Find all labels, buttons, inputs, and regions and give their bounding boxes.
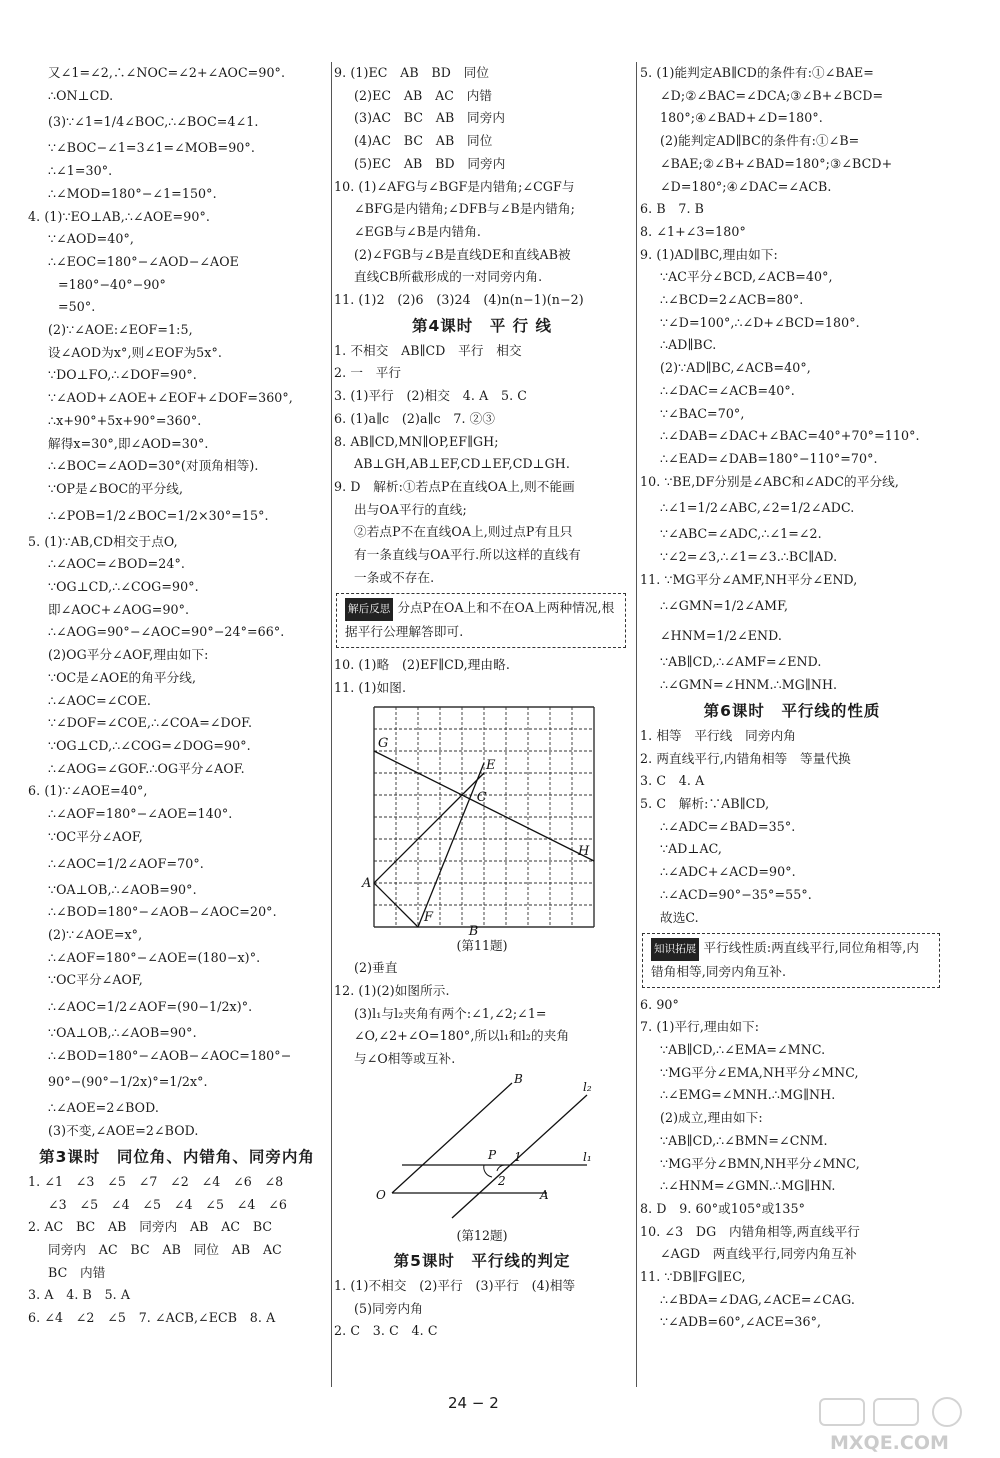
figure-12-diagram [362, 1073, 602, 1223]
answer-line: 11. ∵DB∥FG∥EC, [640, 1269, 746, 1285]
answer-line: 7. (1)平行,理由如下: [640, 1019, 760, 1035]
answer-line: ∴∠GMN=∠HNM.∴MG∥NH. [660, 677, 838, 693]
answer-line: 6. ∠4 ∠2 ∠5 7. ∠ACB,∠ECB 8. A [28, 1310, 276, 1326]
answer-line: ∵∠2=∠3,∴∠1=∠3.∴BC∥AD. [660, 549, 838, 565]
answer-line: 11. (1)如图. [334, 679, 407, 695]
answer-line: ∵MG平分∠BMN,NH平分∠MNC, [660, 1155, 860, 1171]
answer-line: ∵OC平分∠AOF, [48, 972, 143, 988]
answer-line: 有一条直线与OA平行.所以这样的直线有 [354, 547, 581, 563]
answer-line: ∵MG平分∠EMA,NH平分∠MNC, [660, 1064, 859, 1080]
point-label: 2 [498, 1173, 506, 1188]
answer-line: ∵OC平分∠AOF, [48, 828, 143, 844]
answer-column-3 [640, 62, 944, 1388]
answer-line: 1. 相等 平行线 同旁内角 [640, 727, 796, 743]
knowledge-box [642, 933, 940, 987]
point-label: F [424, 910, 434, 926]
answer-line: ∠HNM=1/2∠END. [660, 628, 782, 644]
answer-line: 180°;④∠BAD+∠D=180°. [660, 110, 823, 126]
answer-line: ∵OC是∠AOE的角平分线, [48, 669, 197, 685]
answer-line: (5)EC AB BD 同旁内 [354, 155, 506, 171]
ray-ob [392, 1083, 512, 1193]
answer-line: ∴∠1=1/2∠ABC,∠2=1/2∠ADC. [660, 500, 855, 516]
answer-line: 6. 90° [640, 996, 679, 1012]
point-label: G [378, 736, 389, 752]
answer-line: ∵OP是∠BOC的平分线, [48, 480, 184, 496]
answer-line: 9. (1)AD∥BC,理由如下: [640, 246, 778, 262]
figure-11-caption: (第11题) [456, 938, 508, 954]
answer-line: 又∠1=∠2,∴∠NOC=∠2+∠AOC=90°. [48, 65, 286, 80]
answer-line: ∵∠ABC=∠ADC,∴∠1=∠2. [660, 526, 822, 542]
line-ac [374, 773, 484, 883]
figure-11-grid [362, 701, 598, 940]
point-label: E [486, 758, 496, 774]
answer-line: (2)∵AD∥BC,∠ACB=40°, [660, 360, 811, 376]
answer-line: ∵∠AOD+∠AOE+∠EOF+∠DOF=360°, [48, 390, 293, 406]
answer-line: (3)l₁与l₂夹角有两个:∠1,∠2;∠1= [354, 1005, 547, 1021]
answer-line: ∵DO⊥FO,∴∠DOF=90°. [48, 367, 197, 383]
answer-line: 10. ∵BE,DF分别是∠ABC和∠ADC的平分线, [640, 473, 899, 489]
answer-line: ∴∠ADC=∠BAD=35°. [660, 818, 796, 834]
answer-line: 8. AB∥CD,MN∥OP,EF∥GH; [334, 433, 499, 449]
answer-line: ∴∠AOF=180°−∠AOE=(180−x)°. [48, 949, 261, 965]
answer-line: ∴∠BOD=180°−∠AOB−∠AOC=180°− [48, 1047, 292, 1063]
answer-line: ∴∠AOC=∠BOD=24°. [48, 556, 186, 572]
answer-line: ∴∠BOC=∠AOD=30°(对顶角相等). [48, 458, 259, 474]
answer-line: 6. (1)a∥c (2)a∥c 7. ②③ [334, 410, 496, 426]
answer-line: ∵∠AOD=40°, [48, 231, 134, 247]
answer-line: 1. ∠1 ∠3 ∠5 ∠7 ∠2 ∠4 ∠6 ∠8 [28, 1173, 284, 1189]
answer-line: 10. ∠3 DG 内错角相等,两直线平行 [640, 1223, 860, 1239]
answer-line: ∵∠BAC=70°, [660, 405, 745, 421]
answer-line: ∵∠D=100°,∴∠D+∠BCD=180°. [660, 314, 860, 330]
point-label: l₂ [583, 1079, 592, 1094]
point-label: l₁ [583, 1149, 592, 1164]
point-label: O [376, 1187, 386, 1202]
answer-line: 解得x=30°,即∠AOD=30°. [48, 435, 209, 451]
answer-line: ∴∠MOD=180°−∠1=150°. [48, 185, 217, 201]
figure-12-caption: (第12题) [456, 1227, 508, 1243]
answer-line: ∵OA⊥OB,∴∠AOB=90°. [48, 881, 197, 897]
answer-line: AB⊥GH,AB⊥EF,CD⊥EF,CD⊥GH. [354, 456, 570, 472]
point-label: 1 [514, 1149, 522, 1164]
answer-line: ∵∠BOC−∠1=3∠1=∠MOB=90°. [48, 140, 255, 156]
answer-line: 3. A 4. B 5. A [28, 1287, 131, 1303]
answer-line: BC 内错 [48, 1264, 106, 1280]
answer-line: ∴x+90°+5x+90°=360°. [48, 412, 202, 428]
svg-text:MXQE.COM: MXQE.COM [830, 1432, 949, 1454]
answer-line: ∴∠EOC=180°−∠AOD−∠AOE [48, 253, 239, 269]
angle-arc [484, 1165, 492, 1177]
point-label: B [514, 1071, 523, 1086]
section-heading-lesson4: 第4课时 平 行 线 [411, 316, 553, 335]
answer-line: (2)∠FGB与∠B是直线DE和直线AB被 [354, 246, 571, 262]
answer-line: ∠3 ∠5 ∠4 ∠5 ∠4 ∠5 ∠4 ∠6 [48, 1196, 287, 1212]
answer-line: 12. (1)(2)如图所示. [334, 982, 450, 998]
answer-line: ∠D=180°;④∠DAC=∠ACB. [660, 178, 832, 194]
answer-line: ∴∠AOC=1/2∠AOF=70°. [48, 855, 204, 871]
answer-line: ∠O,∠2+∠O=180°,所以l₁和l₂的夹角 [354, 1028, 570, 1044]
answer-column-1 [28, 62, 326, 1388]
box-tag: 解后反思 [345, 598, 393, 621]
answer-line: (3)∵∠1=1/4∠BOC,∴∠BOC=4∠1. [48, 114, 259, 130]
answer-line: ∴∠DAC=∠ACB=40°. [660, 382, 795, 398]
answer-line: (2)垂直 [354, 960, 398, 976]
answer-line: ∴∠POB=1/2∠BOC=1/2×30°=15°. [48, 507, 269, 523]
answer-line: 2. 一 平行 [334, 365, 402, 381]
answer-line: ∠EGB与∠B是内错角. [354, 223, 482, 239]
answer-line: 8. D 9. 60°或105°或135° [640, 1200, 806, 1216]
answer-line: 5. (1)能判定AB∥CD的条件有:①∠BAE= [640, 65, 874, 80]
answer-line: 设∠AOD为x°,则∠EOF为5x°. [48, 344, 222, 360]
answer-line: 4. (1)∵EO⊥AB,∴∠AOE=90°. [28, 208, 210, 224]
answer-line: 10. (1)略 (2)EF∥CD,理由略. [334, 656, 510, 672]
answer-line: 1. 不相交 AB∥CD 平行 相交 [334, 342, 522, 358]
answer-line: ∵AB∥CD,∴∠BMN=∠CNM. [660, 1132, 828, 1148]
point-label: A [540, 1187, 549, 1202]
watermark-logo [812, 1395, 987, 1453]
answer-line: (2)OG平分∠AOF,理由如下: [48, 647, 209, 663]
answer-line: ∴∠ADC+∠ACD=90°. [660, 864, 796, 880]
answer-line: ∴∠AOF=180°−∠AOE=140°. [48, 806, 233, 822]
answer-line: 11. ∵MG平分∠AMF,NH平分∠END, [640, 571, 858, 587]
answer-line: ∴∠AOG=∠GOF.∴OG平分∠AOF. [48, 760, 245, 776]
box-text: 平行线性质:两直线平行,同位角相等,内错角相等,同旁内角互补. [651, 940, 920, 979]
answer-line: ∵OG⊥CD,∴∠COG=90°. [48, 579, 199, 595]
point-label: B [468, 924, 479, 940]
answer-line: 10. (1)∠AFG与∠BGF是内错角;∠CGF与 [334, 178, 575, 194]
answer-line: ∠D;②∠BAC=∠DCA;③∠B+∠BCD= [660, 87, 884, 103]
point-label: C [476, 790, 487, 806]
answer-line: ∴∠EMG=∠MNH.∴MG∥NH. [660, 1087, 836, 1103]
answer-line: 9. D 解析:①若点P在直线OA上,则不能画 [334, 478, 575, 494]
answer-line: ∵AB∥CD,∴∠AMF=∠END. [660, 654, 822, 670]
answer-line: ∵∠DOF=∠COE,∴∠COA=∠DOF. [48, 715, 253, 731]
answer-line: 11. (1)2 (2)6 (3)24 (4)n(n−1)(n−2) [334, 292, 584, 308]
answer-line: ②若点P不在直线OA上,则过点P有且只 [354, 524, 573, 540]
answer-line: ∴∠BOD=180°−∠AOB−∠AOC=20°. [48, 904, 277, 920]
answer-line: 故选C. [660, 909, 699, 925]
answer-line: (2)∵∠AOE=x°, [48, 926, 143, 942]
answer-line: (2)成立,理由如下: [660, 1110, 763, 1126]
answer-line: (2)能判定AD∥BC的条件有:①∠B= [660, 133, 860, 149]
answer-line: ∴∠BDA=∠DAG,∠ACE=∠CAG. [660, 1291, 855, 1307]
column-divider [331, 62, 332, 1387]
answer-line: ∴∠EAD=∠DAB=180°−110°=70°. [660, 450, 878, 466]
answer-line: 出与OA平行的直线; [354, 501, 467, 517]
point-label: H [578, 844, 590, 860]
answer-line: 90°−(90°−1/2x)°=1/2x°. [48, 1074, 208, 1090]
answer-line: 与∠O相等或互补. [354, 1051, 456, 1067]
answer-line: ∵∠ADB=60°,∠ACE=36°, [660, 1314, 822, 1330]
answer-line: 2. 两直线平行,内错角相等 等量代换 [640, 750, 851, 766]
answer-line: ∵AC平分∠BCD,∠ACB=40°, [660, 269, 833, 285]
section-heading: 第3课时 同位角、内错角、同旁内角 [39, 1147, 315, 1166]
box-text: 分点P在OA上和不在OA上两种情况,根据平行公理解答即可. [345, 600, 615, 640]
answer-line: ∴ON⊥CD. [48, 87, 114, 103]
answer-line: ∠AGD 两直线平行,同旁内角互补 [660, 1246, 857, 1262]
answer-line: 8. ∠1+∠3=180° [640, 223, 746, 239]
answer-line: ∴∠BCD=2∠ACB=80°. [660, 292, 804, 308]
answer-line: ∠BFG是内错角;∠DFB与∠B是内错角; [354, 201, 575, 217]
answer-line: ∴∠AOC=∠COE. [48, 692, 151, 708]
answer-line: ∵OA⊥OB,∴∠AOB=90°. [48, 1025, 197, 1041]
answer-line: (3)AC BC AB 同旁内 [354, 110, 506, 126]
answer-line: 5. (1)∵AB,CD相交于点O, [28, 533, 178, 549]
answer-line: ∵AB∥CD,∴∠EMA=∠MNC. [660, 1042, 826, 1058]
answer-line: 3. (1)平行 (2)相交 4. A 5. C [334, 388, 528, 404]
answer-line: 6. B 7. B [640, 201, 705, 217]
box-tag: 知识拓展 [651, 938, 699, 961]
answer-line: 2. C 3. C 4. C [334, 1323, 438, 1339]
point-label: A [362, 876, 372, 892]
answer-line: (2)EC AB AC 内错 [354, 87, 493, 103]
answer-line: 2. AC BC AB 同旁内 AB AC BC [28, 1219, 273, 1235]
answer-line: (2)∵∠AOE:∠EOF=1:5, [48, 322, 193, 338]
point-label: P [488, 1147, 497, 1162]
line-fe [418, 763, 484, 927]
section-heading-lesson6: 第6课时 平行线的性质 [703, 701, 881, 720]
page-number: 24 − 2 [448, 1394, 499, 1412]
answer-line: ∴∠1=30°. [48, 163, 113, 179]
answer-line: =50°. [58, 299, 96, 315]
answer-line: =180°−40°−90° [58, 276, 166, 292]
answer-line: 同旁内 AC BC AB 同位 AB AC [48, 1241, 282, 1257]
answer-line: (4)AC BC AB 同位 [354, 133, 493, 149]
answer-line: ∵OG⊥CD,∴∠COG=∠DOG=90°. [48, 737, 251, 753]
answer-line: ∠BAE;②∠B+∠BAD=180°;③∠BCD+ [660, 155, 893, 171]
answer-line: 1. (1)不相交 (2)平行 (3)平行 (4)相等 [334, 1277, 576, 1293]
answer-line: 一条或不存在. [354, 569, 435, 585]
answer-line: ∴AD∥BC. [660, 337, 717, 353]
answer-line: ∴∠HNM=∠GMN.∴MG∥HN. [660, 1178, 836, 1194]
answer-line: ∴∠AOC=1/2∠AOF=(90−1/2x)°. [48, 999, 253, 1015]
answer-line: 即∠AOC+∠AOG=90°. [48, 601, 190, 617]
answer-line: 9. (1)EC AB BD 同位 [334, 65, 490, 80]
column-divider [636, 62, 637, 1387]
answer-line: ∴∠AOE=2∠BOD. [48, 1100, 159, 1116]
answer-line: 6. (1)∵∠AOE=40°, [28, 783, 148, 799]
answer-column-2 [334, 62, 630, 1388]
answer-line: 直线CB所截形成的一对同旁内角. [354, 269, 543, 285]
answer-line: (5)同旁内角 [354, 1300, 423, 1316]
answer-line: 5. C 解析:∵AB∥CD, [640, 795, 770, 811]
answer-line: (3)不变,∠AOE=2∠BOD. [48, 1123, 199, 1139]
answer-line: 3. C 4. A [640, 773, 705, 789]
answer-line: ∴∠DAB=∠DAC+∠BAC=40°+70°=110°. [660, 428, 920, 444]
section-heading-lesson5: 第5课时 平行线的判定 [393, 1251, 571, 1270]
answer-line: ∴∠AOG=90°−∠AOC=90°−24°=66°. [48, 624, 285, 640]
answer-line: ∵AD⊥AC, [660, 841, 723, 857]
answer-line: ∴∠ACD=90°−35°=55°. [660, 886, 812, 902]
reflection-box [336, 593, 626, 647]
answer-line: ∴∠GMN=1/2∠AMF, [660, 598, 789, 614]
